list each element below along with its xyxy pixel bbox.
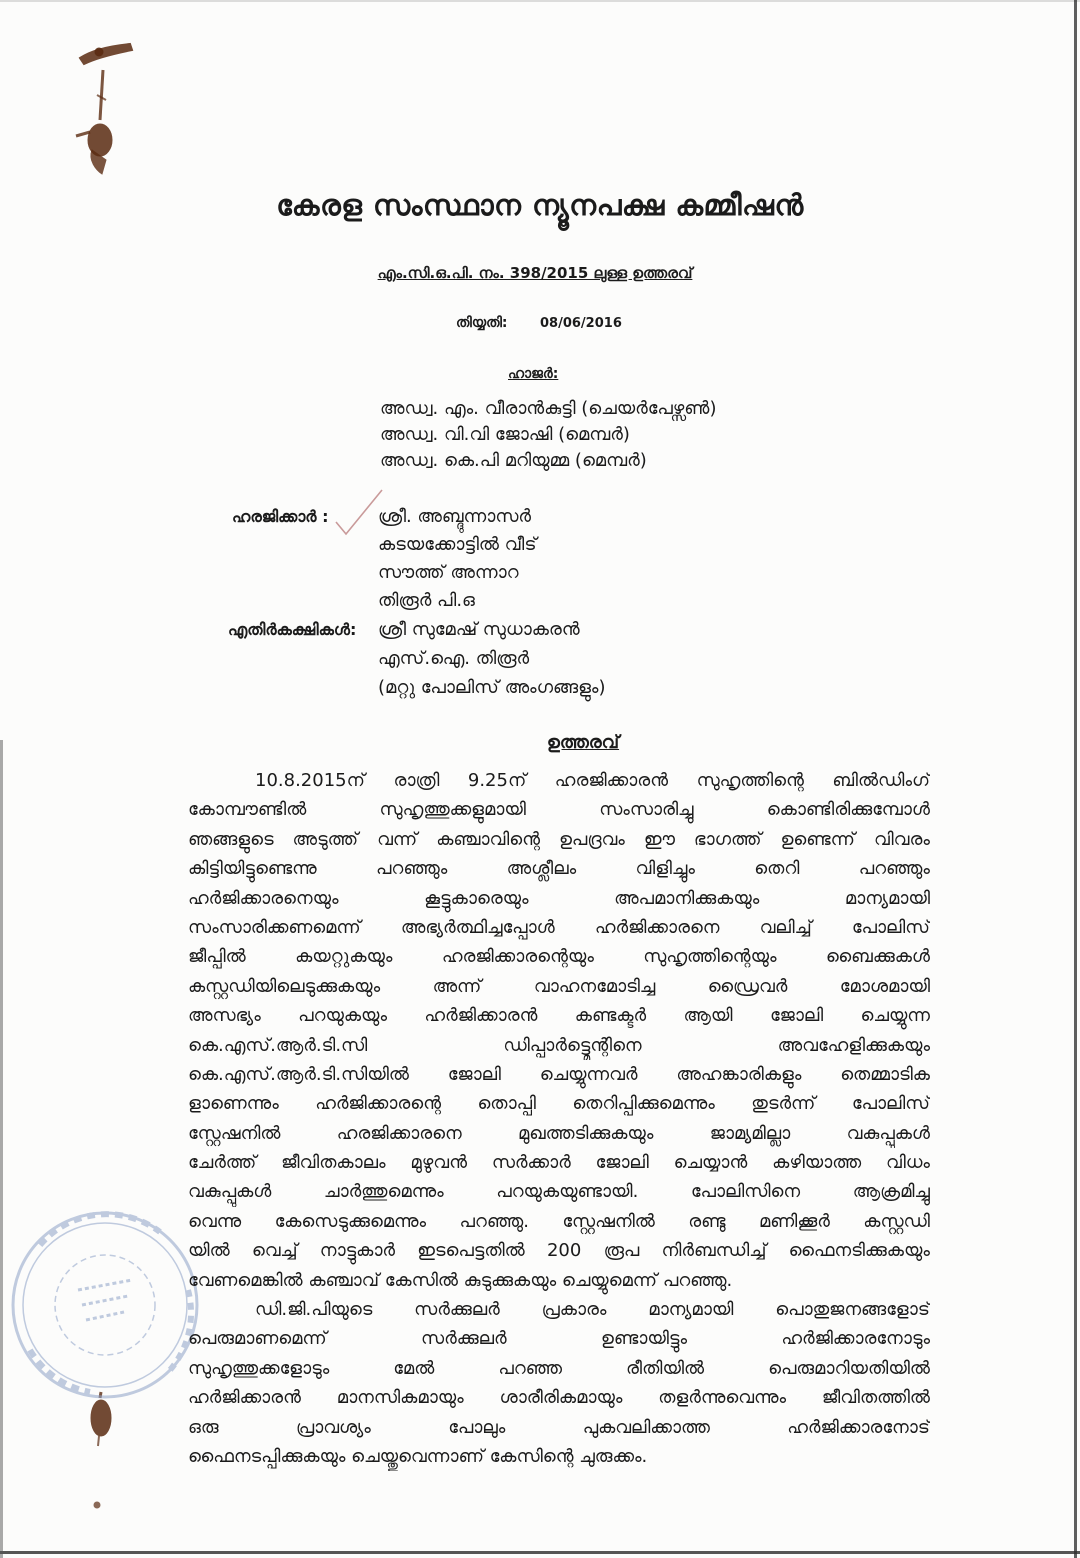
word: ഈ — [643, 828, 675, 850]
word: ഇടപെട്ടതിൽ — [417, 1240, 525, 1262]
word: അന്ന് — [432, 975, 482, 997]
word: തെറിപ്പിക്കുമെന്നും — [572, 1093, 715, 1115]
scan-edge-bottom — [0, 1551, 1080, 1554]
respondent-line: ശ്രീ സുമേഷ് സുധാകരൻ — [378, 619, 580, 640]
word: പ്രകാരം — [541, 1299, 607, 1321]
word: 200 — [546, 1240, 582, 1262]
paragraph-line — [188, 1119, 930, 1148]
word: പറഞ്ഞ — [498, 1357, 562, 1379]
word: പോലും — [448, 1416, 506, 1438]
word: മേൽ — [393, 1357, 435, 1379]
word: യിൽ — [188, 1240, 230, 1262]
word: പുകവലിക്കാത്ത — [582, 1416, 710, 1438]
word: രൂപ — [603, 1240, 640, 1262]
word: പ്രാവശ്യം — [295, 1416, 371, 1438]
word: ഡി.ജി.പിയുടെ — [255, 1299, 373, 1321]
word: ഹർജിക്കാരൻ — [188, 1387, 301, 1409]
word: വെച്ച് — [251, 1240, 298, 1262]
word: കസ്റ്റഡി — [863, 1210, 930, 1232]
paragraph-line — [188, 854, 930, 883]
word: നാട്ടുകാർ — [319, 1240, 396, 1262]
word: ഉണ്ടായിട്ടും — [600, 1328, 688, 1350]
paragraph-line — [188, 1031, 930, 1060]
word: ചാർത്തുമെന്നും — [323, 1181, 444, 1203]
word: തളർന്നുവെന്നും — [658, 1387, 787, 1409]
paragraph-line — [188, 1177, 930, 1206]
word: സർക്കാർ — [491, 1152, 571, 1174]
word: സംസാരിക്കണമെന്ന് — [188, 916, 361, 938]
word: ചെയ്യുന്നവർ — [539, 1063, 638, 1085]
paragraph-line — [188, 825, 930, 854]
word: ഉപദ്രവം — [558, 828, 625, 850]
word: സുഹൃത്തുക്കളുമായി — [379, 799, 526, 821]
word: ഹർജിക്കാരനോട് — [787, 1416, 930, 1438]
word: വന്ന് — [377, 828, 418, 850]
scan-edge-left — [0, 740, 3, 1558]
present-member: അഡ്വ. കെ.പി മറിയുമ്മ (മെമ്പർ) — [380, 450, 647, 471]
word: ളാണെന്നും — [188, 1093, 279, 1115]
word: ഫൈനടിക്കുകയും — [788, 1240, 930, 1262]
word: തെറി — [754, 858, 800, 880]
word: മുഖത്തടിക്കുകയും — [517, 1122, 654, 1144]
word: ഞങ്ങളുടെ — [188, 828, 274, 850]
word: വകുപ്പുകൾ — [846, 1122, 930, 1144]
word: സർക്കുലർ — [414, 1299, 500, 1321]
word: ചെയ്യാൻ — [673, 1152, 748, 1174]
paragraph-line — [188, 1148, 930, 1177]
word: ഹർജിക്കാരൻ — [424, 1005, 538, 1027]
staple-rust-bottom — [91, 1392, 111, 1508]
word: ഹരജിക്കാരൻ — [554, 770, 669, 791]
date-label: തിയ്യതി: — [456, 315, 508, 331]
paragraph-line — [188, 1236, 930, 1265]
word: വകുപ്പുകൾ — [188, 1181, 272, 1203]
word: അശ്ലീലം — [506, 858, 577, 880]
petitioner-line: സൗത്ത് അന്നാറ — [378, 562, 519, 583]
word: ആക്രമിച്ചു — [852, 1181, 930, 1203]
word: വിവരം — [873, 828, 930, 850]
paragraph-line — [188, 1295, 930, 1324]
paragraph-line — [188, 1089, 930, 1118]
paragraph-line — [188, 1354, 930, 1383]
word: ശാരീരികമായും — [499, 1387, 623, 1409]
word: സംസാരിച്ചു — [599, 799, 694, 821]
word: ഡിപ്പാർട്ട്മെന്റിനെ — [503, 1034, 642, 1056]
paragraph-line — [188, 972, 930, 1001]
word: രാത്രി — [393, 770, 440, 791]
word: ഡ്രൈവർ — [707, 975, 788, 997]
word: കസ്റ്റഡിയിലെടുക്കുകയും — [188, 975, 381, 997]
order-heading: ഉത്തരവ് — [546, 732, 620, 753]
word: ബൈക്കുകൾ — [825, 946, 930, 968]
word: വാഹനമോടിച്ച — [533, 975, 656, 997]
petitioner-line: തിരൂർ പി.ഒ — [378, 590, 475, 611]
word: പറയുകയും — [298, 1005, 387, 1027]
word: ആയി — [683, 1005, 733, 1027]
petitioner-label: ഹരജിക്കാർ : — [232, 507, 329, 526]
word: ജോലി — [447, 1063, 501, 1085]
respondent-line: (മറ്റു പോലിസ് അംഗങ്ങളും) — [378, 677, 606, 698]
word: കയറ്റുകയും — [295, 946, 393, 968]
word: സുഹൃത്തിന്റെ — [696, 770, 804, 791]
word: ചെയ്യുന്ന — [860, 1005, 930, 1027]
respondent-label: എതിർകക്ഷികൾ: — [228, 620, 357, 639]
word: സർക്കുലർ — [421, 1328, 507, 1350]
paragraph-line — [188, 1413, 930, 1442]
scan-edge-right — [1074, 0, 1077, 1558]
paragraph-line — [188, 884, 930, 913]
word: കൂട്ടുകാരെയും — [424, 887, 529, 909]
word: സ്റ്റേഷനിൽ — [562, 1210, 655, 1232]
word: ചേർത്ത് — [188, 1152, 257, 1174]
word: അടുത്ത് — [292, 828, 359, 850]
word: പൊതുജനങ്ങളോട് — [775, 1299, 930, 1321]
word: തെമ്മാടിക — [840, 1063, 930, 1085]
word: പറഞ്ഞു. — [459, 1210, 529, 1232]
word: ഹർജിക്കാരന്റെ — [315, 1093, 441, 1115]
paragraph-line — [188, 766, 930, 795]
paragraph-line — [188, 1383, 930, 1412]
word: കഞ്ചാവിന്റെ — [436, 828, 540, 850]
word: രണ്ടു — [688, 1210, 726, 1232]
petitioner-line: ശ്രീ. അബ്ദുന്നാസർ — [378, 506, 532, 527]
word: ഹർജിക്കാരനെ — [594, 916, 720, 938]
word: നിർബന്ധിച്ച് — [661, 1240, 767, 1262]
paragraph-line: വേണമെങ്കിൽ കഞ്ചാവ് കേസിൽ കുടുക്കുകയും ചെയ്യുമെന്ന് പറഞ്ഞു. — [188, 1269, 733, 1291]
commission-title: കേരള സംസ്ഥാന ന്യൂനപക്ഷ കമ്മീഷൻ — [276, 188, 804, 222]
word: സുഹൃത്തുക്കളോടും — [188, 1357, 330, 1379]
word: പറഞ്ഞും — [858, 858, 930, 880]
word: കഴിയാത്ത — [772, 1152, 862, 1174]
word: മുഴുവൻ — [410, 1152, 467, 1174]
word: അഭ്യർത്ഥിച്ചപ്പോൾ — [400, 916, 555, 938]
word: അഹങ്കാരികളും — [676, 1063, 802, 1085]
respondent-line: എസ്.ഐ. തിരൂർ — [378, 648, 530, 669]
word: കിട്ടിയിട്ടുണ്ടെന്നു — [188, 858, 317, 880]
paragraph-line — [188, 913, 930, 942]
paragraph-line — [188, 1207, 930, 1236]
word: ജാമ്യമില്ലാ — [709, 1122, 791, 1144]
word: ജോലി — [595, 1152, 649, 1174]
present-member: അഡ്വ. വി.വി ജോഷി (മെമ്പർ) — [380, 424, 630, 445]
word: കെ.എസ്.ആർ.ടി.സിയിൽ — [188, 1063, 409, 1085]
present-member: അഡ്വ. എം. വീരാൻകുട്ടി (ചെയർപേഴ്സൺ) — [380, 398, 717, 419]
petitioner-line: കടയക്കോട്ടിൽ വീട് — [378, 534, 537, 555]
paragraph-line — [188, 1060, 930, 1089]
scan-edge-top — [0, 0, 1080, 2]
word: തൊപ്പി — [477, 1093, 536, 1115]
word: മാനസികമായും — [336, 1387, 464, 1409]
word: കോമ്പൗണ്ടിൽ — [188, 799, 307, 821]
word: ജീപ്പിൽ — [188, 946, 246, 968]
word: മണിക്കൂർ — [758, 1210, 830, 1232]
word: മോശമായി — [839, 975, 930, 997]
paragraph-line: ഫൈനടപ്പിക്കുകയും ചെയ്തുവെന്നാണ് കേസിന്റെ ചുരുക്കം. — [188, 1445, 648, 1467]
word: പോലിസിനെ — [690, 1181, 801, 1203]
word: ഒരു — [188, 1416, 219, 1438]
word: ഉണ്ടെന്ന് — [780, 828, 855, 850]
tick-mark — [336, 490, 382, 534]
word: മാന്യമായി — [648, 1299, 734, 1321]
word: ഹർജിക്കാരനെയും — [188, 887, 339, 909]
word: കേസെടുക്കുമെന്നും — [274, 1210, 427, 1232]
word: അവഹേളിക്കുകയും — [777, 1034, 930, 1056]
word: സുഹൃത്തിന്റെയും — [643, 946, 777, 968]
word: വിളിച്ചും — [635, 858, 695, 880]
word: ജീവിതകാലം — [281, 1152, 386, 1174]
paragraph-line — [188, 1324, 930, 1353]
word: തുടർന്ന് — [751, 1093, 816, 1115]
word: ഹരജിക്കാരന്റെയും — [441, 946, 594, 968]
seal-stamp — [13, 1213, 197, 1397]
word: വിധം — [886, 1152, 930, 1174]
word: വലിച്ച് — [759, 916, 812, 938]
word: കണ്ടക്ടർ — [574, 1005, 647, 1027]
order-body — [188, 766, 930, 1471]
staple-rust-top — [76, 44, 132, 174]
word: ബിൽഡിംഗ് — [832, 770, 930, 791]
word: സ്റ്റേഷനിൽ — [188, 1122, 281, 1144]
word: പറയുകയുണ്ടായി. — [496, 1181, 639, 1203]
word: വെന്നു — [188, 1210, 242, 1232]
word: മാന്യമായി — [844, 887, 930, 909]
word: അസഭ്യം — [188, 1005, 261, 1027]
word: ജീവിതത്തിൽ — [821, 1387, 930, 1409]
word: പെരുമാറിയതിയിൽ — [768, 1357, 930, 1379]
word: ഹരജിക്കാരനെ — [336, 1122, 462, 1144]
word: രീതിയിൽ — [626, 1357, 705, 1379]
word: ഭാഗത്ത് — [693, 828, 762, 850]
word: പെരുമാണമെന്ന് — [188, 1328, 327, 1350]
paragraph-line — [188, 795, 930, 824]
date-value: 08/06/2016 — [540, 316, 622, 331]
word: അപമാനിക്കുകയും — [614, 887, 760, 909]
paragraph-line — [188, 1001, 930, 1030]
present-label: ഹാജർ: — [508, 366, 559, 382]
word: ഹർജിക്കാരനോടും — [781, 1328, 930, 1350]
word: 9.25ന് — [467, 770, 527, 791]
word: കൊണ്ടിരിക്കുമ്പോൾ — [766, 799, 930, 821]
word: പോലിസ് — [851, 1093, 930, 1115]
paragraph-line — [188, 942, 930, 971]
order-reference: എം.സി.ഒ.പി. നം. 398/2015 ലുള്ള ഉത്തരവ് — [377, 264, 693, 282]
word: പറഞ്ഞും — [376, 858, 448, 880]
word: പോലിസ് — [851, 916, 930, 938]
word: ജോലി — [769, 1005, 824, 1027]
word: 10.8.2015ന് — [255, 770, 365, 791]
word: കെ.എസ്.ആർ.ടി.സി — [188, 1034, 368, 1056]
